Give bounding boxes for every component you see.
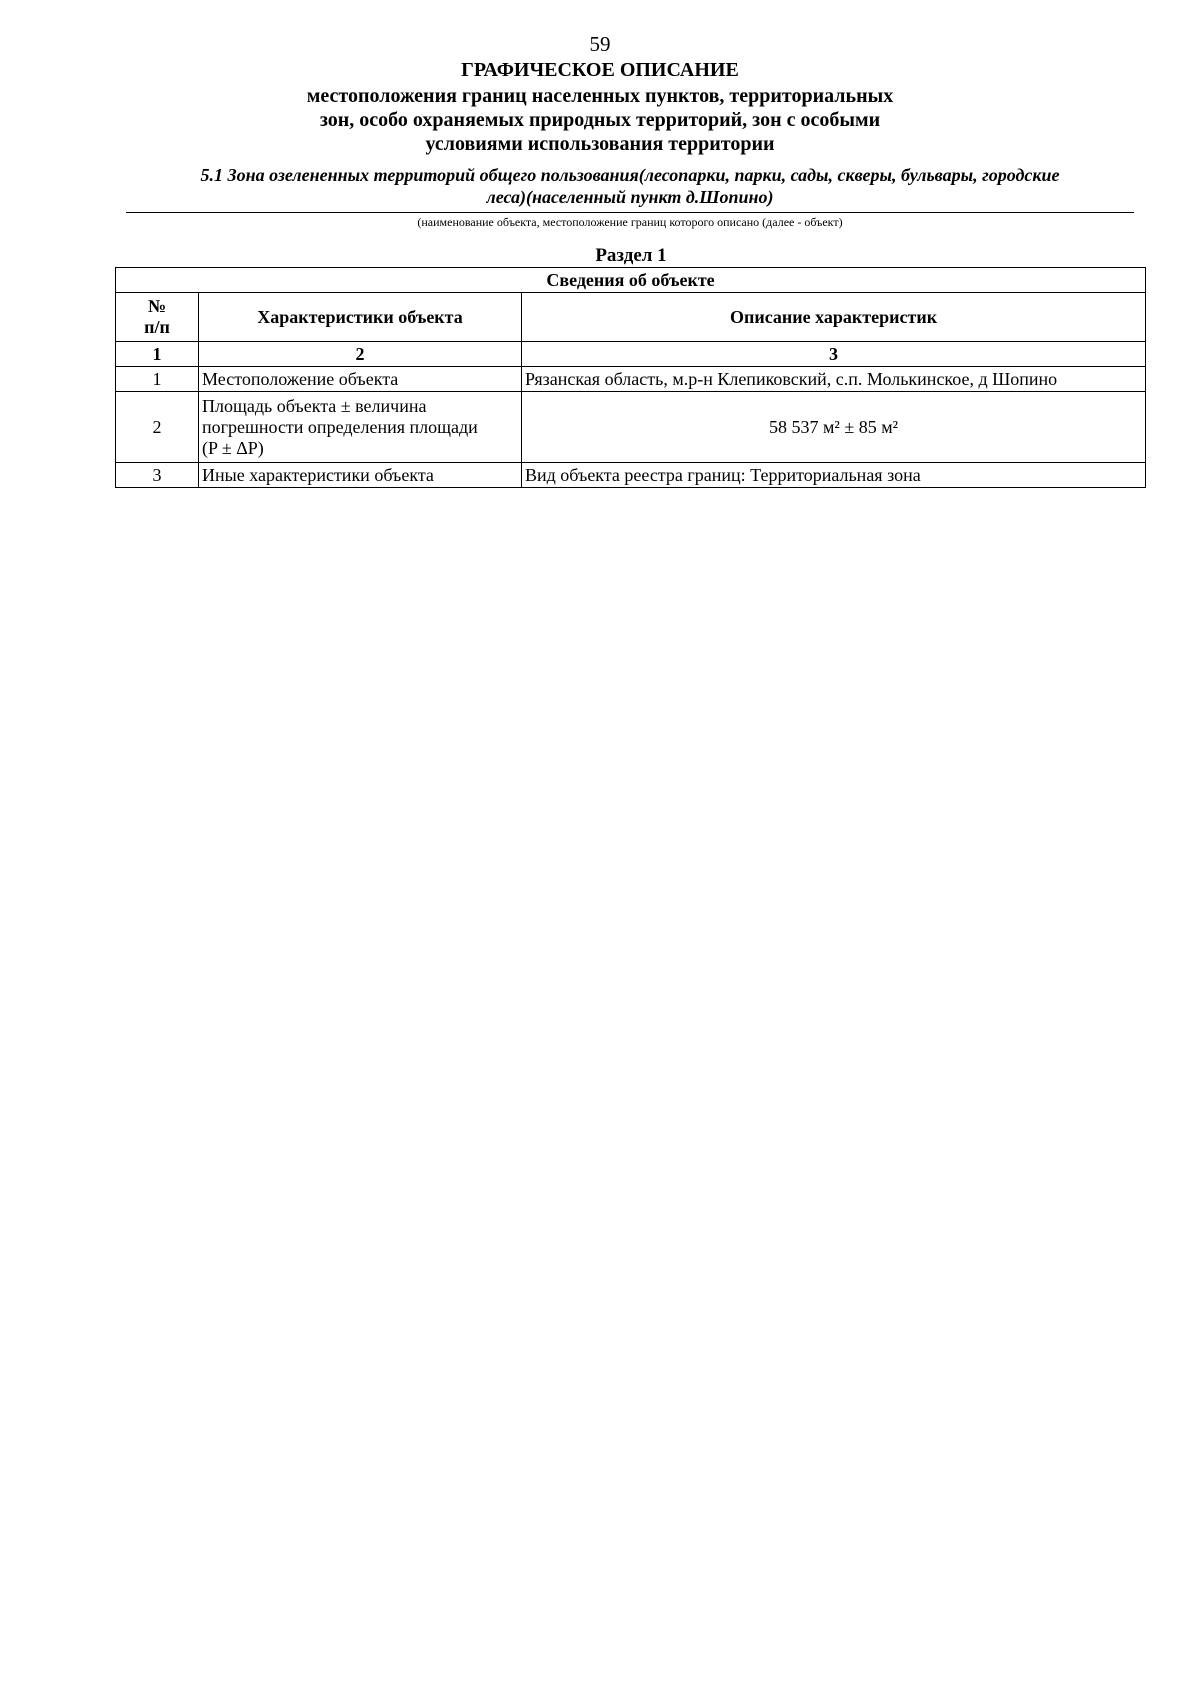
- column-number: 3: [522, 342, 1146, 367]
- row-characteristic: Местоположение объекта: [199, 367, 522, 392]
- subtitle-line: условиями использования территории: [425, 133, 775, 155]
- subtitle-line: местоположения границ населенных пунктов, территориальных: [306, 85, 894, 107]
- column-header-description: Описание характеристик: [522, 293, 1146, 342]
- row-characteristic-line: (P ± ΔP): [202, 437, 264, 458]
- column-header-characteristic: Характеристики объекта: [199, 293, 522, 342]
- row-characteristic-line: погрешности определения площади: [202, 416, 478, 437]
- column-header-number: [116, 293, 199, 342]
- column-header-number-line: п/п: [144, 317, 170, 337]
- subtitle-line: зон, особо охраняемых природных территорий, зон с особыми: [319, 109, 881, 131]
- row-number: 1: [116, 367, 199, 392]
- table-row: [116, 392, 1146, 463]
- object-name-line: 5.1 Зона озелененных территорий общего пользования(лесопарки, парки, сады, скверы, бульвары, городские: [200, 165, 1060, 185]
- object-info-table: [115, 267, 1146, 488]
- document-title: ГРАФИЧЕСКОЕ ОПИСАНИЕ: [461, 59, 739, 81]
- document-subtitle: [0, 84, 1200, 156]
- object-name: [126, 164, 1134, 208]
- table-row: [116, 367, 1146, 392]
- row-characteristic-line: Площадь объекта ± величина: [202, 395, 427, 416]
- column-header-number-line: №: [147, 296, 167, 316]
- underline-divider: [126, 212, 1134, 213]
- table-header-row: [116, 293, 1146, 342]
- row-description: 58 537 м² ± 85 м²: [522, 392, 1146, 463]
- row-description: Вид объекта реестра границ: Территориальная зона: [522, 463, 1146, 488]
- row-description: Рязанская область, м.р-н Клепиковский, с.п. Молькинское, д Шопино: [522, 367, 1146, 392]
- row-number: 3: [116, 463, 199, 488]
- table-row: [116, 463, 1146, 488]
- object-name-caption: (наименование объекта, местоположение границ которого описано (далее - объект): [417, 215, 843, 229]
- table-caption-row: [116, 268, 1146, 293]
- column-number: 1: [116, 342, 199, 367]
- row-number: 2: [116, 392, 199, 463]
- section-title: Раздел 1: [595, 245, 667, 266]
- object-name-line: леса)(населенный пункт д.Шопино): [486, 187, 774, 207]
- column-numbers-row: [116, 342, 1146, 367]
- column-number: 2: [199, 342, 522, 367]
- row-characteristic: Иные характеристики объекта: [199, 463, 522, 488]
- table-caption: Сведения об объекте: [116, 268, 1146, 293]
- row-characteristic: [199, 392, 522, 463]
- page-number: 59: [589, 32, 611, 56]
